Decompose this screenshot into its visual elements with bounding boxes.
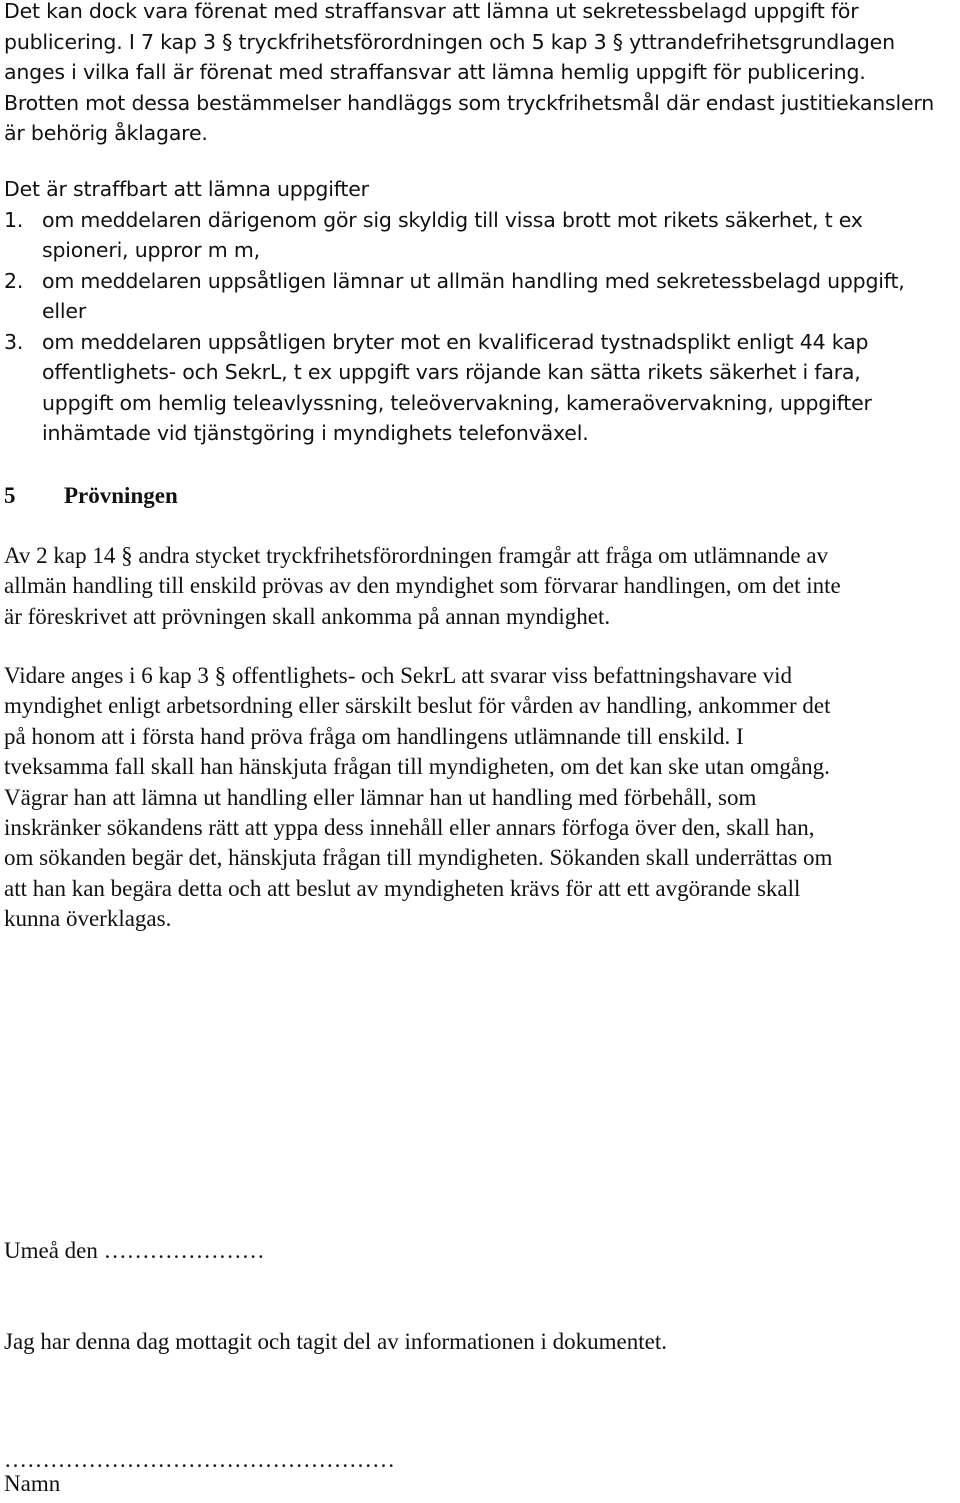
list-item-line: om meddelaren uppsåtligen lämnar ut allmän handling med sekretessbelagd uppgift, — [42, 268, 905, 293]
paragraph-line: myndighet enligt arbetsordning eller särskilt beslut för vården av handling, ankommer det — [4, 693, 831, 719]
list-item-line: uppgift om hemlig teleavlyssning, teleövervakning, kameraövervakning, uppgifter — [42, 390, 872, 415]
list-item — [4, 266, 952, 327]
list-item — [4, 327, 952, 449]
paragraph-line: allmän handling till enskild prövas av den myndighet som förvarar handlingen, om det inte — [4, 573, 841, 599]
list-item-number: 1. — [4, 207, 24, 232]
place-date: Umeå den ………………… — [4, 1238, 265, 1263]
intro-line: är behörig åklagare. — [4, 121, 208, 145]
list-item-line: offentlighets- och SekrL, t ex uppgift vars röjande kan sätta rikets säkerhet i fara, — [42, 360, 861, 384]
paragraph-line: tveksamma fall skall han hänskjuta frågan till myndigheten, om det kan ske utan omgång. — [4, 754, 830, 780]
confirmation-statement — [4, 1327, 952, 1357]
section-title: Prövningen — [64, 483, 178, 508]
list-heading: Det är straffbart att lämna uppgifter — [4, 177, 369, 201]
list-item-line: eller — [42, 299, 87, 323]
paragraph-2 — [4, 661, 952, 935]
section-heading — [4, 481, 952, 511]
paragraph-line: Vidare anges i 6 kap 3 § offentlighets- och SekrL att svarar viss befattningshavare vid — [4, 663, 793, 688]
list-item-text — [42, 266, 952, 327]
name-label: Namn — [4, 1471, 61, 1496]
intro-line: anges i vilka fall är förenat med straffansvar att lämna hemlig uppgift för publicering. — [4, 60, 866, 84]
intro-line: Brotten mot dessa bestämmelser handläggs som tryckfrihetsmål där endast justitiekanslern — [4, 90, 935, 115]
list-item-line: inhämtade vid tjänstgöring i myndighets telefonväxel. — [42, 421, 589, 445]
list-item-line: om meddelaren därigenom gör sig skyldig till vissa brott mot rikets säkerhet, t ex — [42, 207, 863, 232]
list-item — [4, 205, 952, 266]
signature-line — [4, 1447, 952, 1498]
list-item-number: 3. — [4, 329, 24, 354]
paragraph-line: Av 2 kap 14 § andra stycket tryckfrihetsförordningen framgår att fråga om utlämnande av — [4, 543, 829, 568]
paragraph-1 — [4, 541, 952, 632]
paragraph-line: om sökanden begär det, hänskjuta frågan till myndigheten. Sökanden skall underrättas om — [4, 845, 833, 871]
intro-line: Det kan dock vara förenat med straffansvar att lämna ut sekretessbelagd uppgift för — [4, 0, 859, 23]
signature-dots: …………………………………………… — [4, 1447, 395, 1472]
list-item-line: om meddelaren uppsåtligen bryter mot en kvalificerad tystnadsplikt enligt 44 kap — [42, 329, 869, 354]
list-item-text — [42, 205, 952, 266]
paragraph-line: inskränker sökandens rätt att yppa dess innehåll eller annars förfoga över den, skall han, — [4, 815, 815, 841]
paragraph-line: på honom att i första hand pröva fråga om handlingens utlämnande till enskild. I — [4, 723, 744, 749]
list-item-line: spioneri, uppror m m, — [42, 238, 260, 262]
list-item-text — [42, 327, 952, 449]
paragraph-line: är föreskrivet att prövningen skall ankomma på annan myndighet. — [4, 603, 611, 629]
paragraph-line: kunna överklagas. — [4, 906, 172, 932]
paragraph-line: att han kan begära detta och att beslut av myndigheten krävs för att ett avgörande skall — [4, 875, 801, 901]
paragraph-line: Vägrar han att lämna ut handling eller lämnar han ut handling med förbehåll, som — [4, 784, 757, 810]
section-number: 5 — [4, 483, 16, 508]
list-item-number: 2. — [4, 268, 24, 293]
offences-list — [4, 174, 952, 449]
intro-line: publicering. I 7 kap 3 § tryckfrihetsförordningen och 5 kap 3 § yttrandefrihetsgrundlagen — [4, 29, 895, 54]
place-date-line — [4, 1236, 952, 1266]
statement-text: Jag har denna dag mottagit och tagit del av informationen i dokumentet. — [4, 1329, 667, 1354]
intro-paragraph — [4, 0, 952, 149]
